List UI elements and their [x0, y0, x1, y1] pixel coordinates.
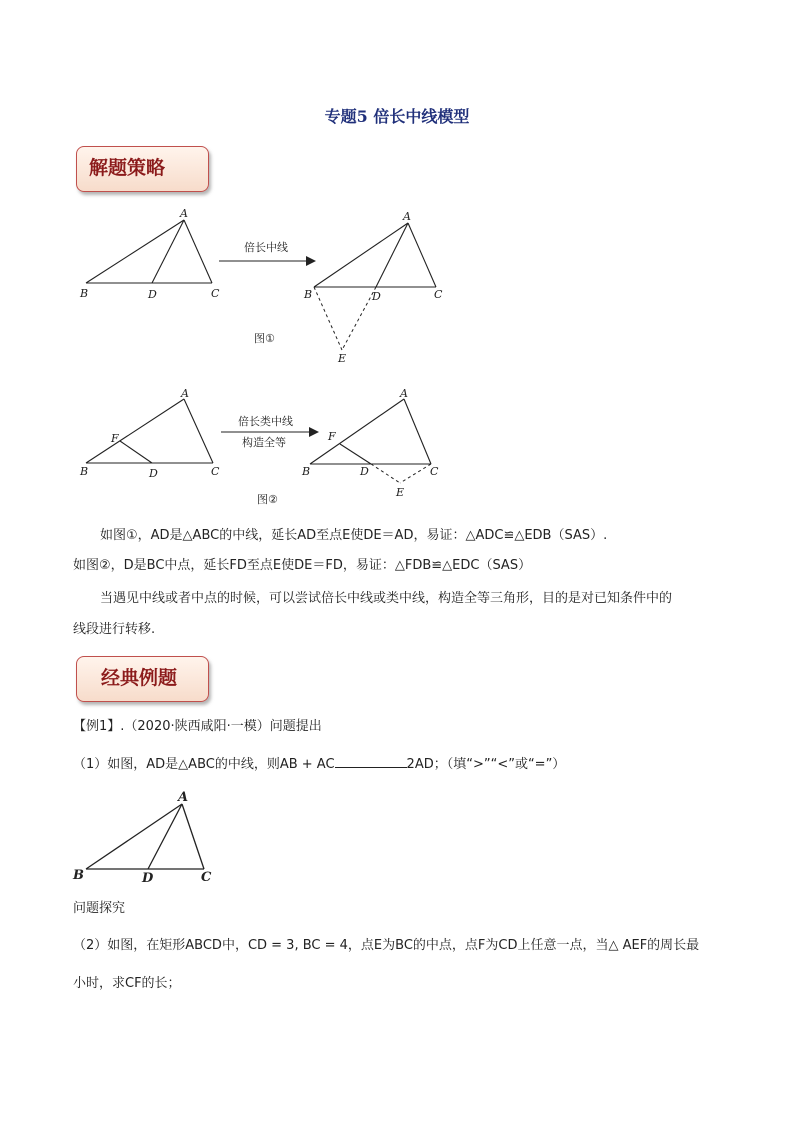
example-1-question-2b: 小时，求CF的长；	[73, 976, 181, 991]
fig2r-label-E: E	[396, 486, 405, 499]
figure-1-right-triangle	[314, 223, 436, 287]
figure-2-left-triangle	[86, 399, 213, 463]
fig1-arrow-label: 倍长中线	[244, 241, 288, 254]
figure-2-dashed-extension	[371, 464, 431, 483]
fig2-label-B: B	[80, 465, 89, 478]
example-label-C: C	[201, 870, 212, 885]
fig2r-label-D: D	[360, 465, 369, 478]
strategy-paragraph-3a: 当遇见中线或者中点的时候，可以尝试倍长中线或类中线，构造全等三角形，目的是对已知条件中的	[100, 591, 673, 606]
fig1r-label-D: D	[372, 290, 381, 303]
fig2-arrow-label-2: 构造全等	[242, 436, 286, 449]
figure-2	[74, 385, 464, 510]
figure-1-left-triangle	[86, 220, 212, 283]
fig1r-label-E: E	[338, 352, 347, 365]
page-title: 专题5 倍长中线模型	[324, 107, 470, 126]
fig1-label-C: C	[211, 287, 220, 300]
fig2r-label-A: A	[400, 387, 408, 400]
answer-blank	[335, 755, 407, 768]
strategy-paragraph-3b: 线段进行转移.	[73, 622, 156, 637]
fig1r-label-C: C	[434, 288, 443, 301]
example-triangle	[86, 804, 204, 869]
figure-1-arrow	[219, 256, 316, 266]
example-label-B: B	[73, 868, 84, 883]
example-1-question-2a: （2）如图，在矩形ABCD中，CD = 3, BC = 4，点E为BC的中点，点F为CD上任意一点，当△ AEF的周长最	[73, 938, 700, 953]
strategy-paragraph-1: 如图①，AD是△ABC的中线，延长AD至点E使DE＝AD，易证：△ADC≌△EDB（SAS）.	[100, 528, 608, 543]
fig2-label-D: D	[149, 467, 158, 480]
section-heading-label: 经典例题	[101, 667, 178, 689]
fig2r-label-F: F	[328, 430, 336, 443]
fig1-caption: 图①	[254, 332, 275, 345]
example-label-A: A	[178, 790, 189, 805]
example-1-figure	[70, 785, 230, 890]
fig1-label-A: A	[180, 207, 188, 220]
section-heading-strategy	[76, 146, 209, 192]
fig2-arrow-label-1: 倍长类中线	[238, 415, 293, 428]
fig2-label-A: A	[181, 387, 189, 400]
section-heading-label: 解题策略	[89, 157, 166, 179]
figure-1-dashed-extension	[314, 287, 376, 350]
fig1r-label-B: B	[304, 288, 313, 301]
question-1-prefix: （1）如图，AD是△ABC的中线，则AB + AC	[73, 757, 335, 772]
example-1-question-1	[73, 755, 565, 774]
section-heading-examples	[76, 656, 209, 702]
example-label-D: D	[142, 871, 154, 886]
example-1-header: 【例1】.（2020·陕西咸阳·一模）问题提出	[73, 719, 322, 734]
question-1-suffix: 2AD；（填“>”“<”或“=”）	[406, 757, 566, 772]
fig2-caption: 图②	[257, 493, 278, 506]
problem-explore-label: 问题探究	[73, 901, 126, 916]
fig2r-label-C: C	[430, 465, 439, 478]
fig2-label-C: C	[211, 465, 220, 478]
fig1-label-B: B	[80, 287, 89, 300]
fig1r-label-A: A	[403, 210, 411, 223]
figure-1	[74, 205, 464, 375]
strategy-paragraph-2: 如图②，D是BC中点，延长FD至点E使DE＝FD，易证：△FDB≌△EDC（SAS）	[73, 558, 532, 573]
fig1-label-D: D	[148, 288, 157, 301]
fig2r-label-B: B	[302, 465, 311, 478]
fig2-label-F: F	[111, 432, 119, 445]
